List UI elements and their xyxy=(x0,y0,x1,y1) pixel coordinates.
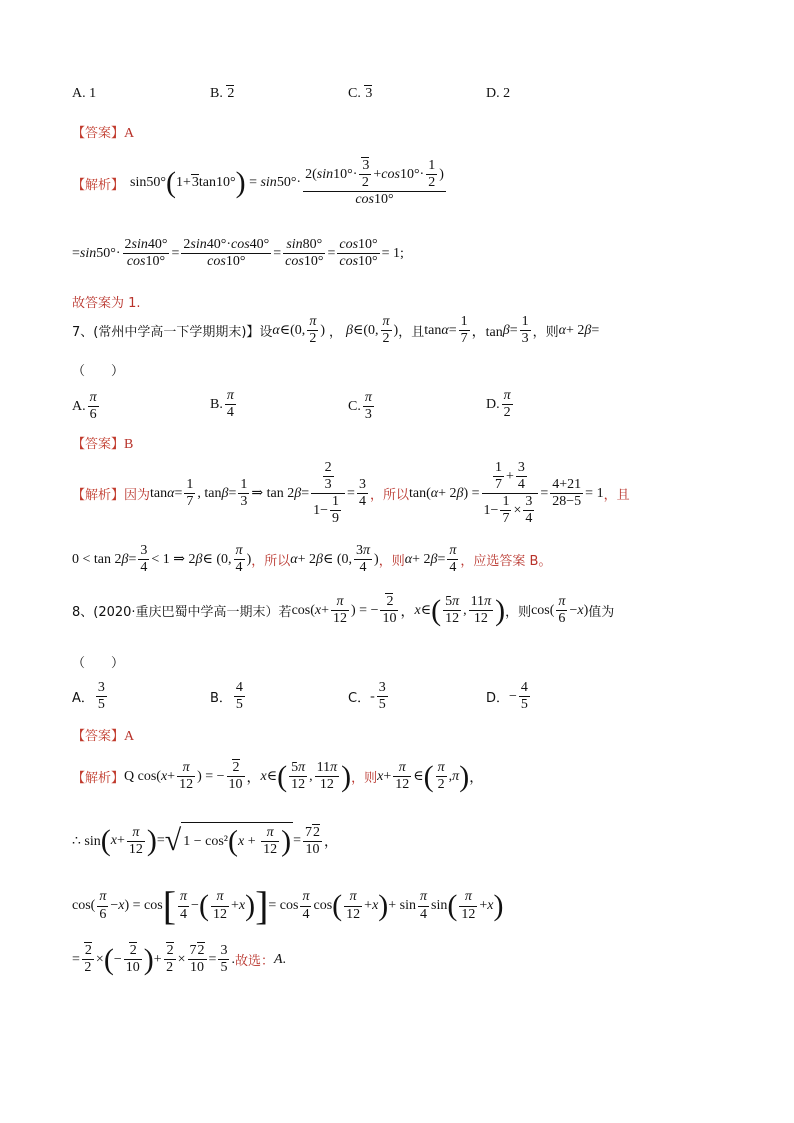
q8-stem-then: ，则 xyxy=(505,605,532,621)
q8-option-d: D． − $\frac{4}{5}$ xyxy=(486,680,528,713)
q8-paren: （ ） xyxy=(72,656,125,671)
answer-tag: 【答案】 xyxy=(72,126,125,141)
q7-because: 因为 xyxy=(124,488,151,504)
q6-frac-1: 2(sin10°· $\frac{3}{2}$ +cos10°· $\frac{1}{2}$ ) cos10° xyxy=(305,158,444,208)
q7-choose: ，应选答案 B。 xyxy=(460,554,552,570)
q7-and: ，且 xyxy=(603,488,630,504)
answer-value: A xyxy=(124,729,135,744)
q6-analysis-line-2: = sin 50°· $\frac{2\sin 40^\circ}{\cos 10^\circ}$ = $\frac{2\sin 40^\circ\cdot\cos 40^\circ}{\cos 10^\circ}$ = $\frac{\sin 80^\circ}{\cos 10^\circ}$ = $\frac{\cos 10^\circ}{\cos 10^\circ}$ = 1; xyxy=(72,237,404,270)
answer-value: A xyxy=(124,126,135,141)
q8-analysis-line-1: 【解析】 Q cos( x + $\frac{\pi}{12}$ ) = − $\frac{2}{10}$ ， x ∈ ( $\frac{5\pi}{12}$ , $\frac{11\pi}{12}$ ) ，则 x + $\frac{\pi}{12}$ ∈ ( $\frac{\pi}{2}$ , π ) ， xyxy=(72,759,484,793)
answer-tag: 【答案】 xyxy=(72,729,125,744)
q6-option-c: C. 3 xyxy=(348,86,373,101)
q7-then: ，则 xyxy=(378,554,405,570)
analysis-tag: 【解析】 xyxy=(72,488,125,504)
q8-choose-letter: A xyxy=(273,951,283,967)
q8-stem-text: 8、(2020·重庆巴蜀中学高一期末）若 xyxy=(72,605,292,621)
q8-analysis-line-4: = $\frac{2}{2}$ × ( − $\frac{2}{10}$ ) + $\frac{2}{2}$ × $\frac{72}{10}$ = $\frac{3}{5}$ . 故选： A . xyxy=(72,942,287,976)
q8-analysis-line-2: ∴ sin ( x + $\frac{\pi}{12}$ ) = √ 1 − cos²(x + $\frac{\pi}{12}$ ) = $\frac{72}{10}$ ， xyxy=(72,822,338,860)
q6-answer-line xyxy=(72,122,134,142)
answer-tag: 【答案】 xyxy=(72,437,125,452)
q8-analysis-line-3: cos( $\frac{\pi}{6}$ − x ) = cos [ $\frac{\pi}{4}$ − ( $\frac{\pi}{12}$ + x ) ] = cos $\frac{\pi}{4}$ cos ( $\frac{\pi}{12}$ + x ) + sin $\frac{\pi}{4}$ sin ( $\frac{\pi}{12}$ + x ) xyxy=(72,883,504,928)
q7-analysis-line-1: 【解析】 因为 tan α = $\frac{1}{7}$ , tan β = $\frac{1}{3}$ ⇒ tan 2 β = $\frac{2}{3}$ 1− $\frac{1}{9}$ = $\frac{3}{4}$ ，所以 tan( α + 2 β ) = $\frac{1}{7}$ + $\frac{3}{4}$ 1− $\frac{1}{7}$ × $\frac{3}{4}$ = $\frac{4+21}{28-5}$ = 1 ，且 xyxy=(72,460,630,527)
q6-conclusion: 故答案为 1. xyxy=(72,296,141,311)
q7-so: ，所以 xyxy=(369,488,409,504)
q8-choose: 故选： xyxy=(234,954,274,970)
q7-stem-and: ，且 xyxy=(398,325,425,341)
q7-stem: 7、(常州中学高一下学期期末)】设 α ∈(0, $\frac{\pi}{2}$ ) ， β ∈(0, $\frac{\pi}{2}$ ) ，且 tan α = $\frac{1}{7}$ ，tan β = $\frac{1}{3}$ ，则 α + 2 β = xyxy=(72,314,600,347)
analysis-tag: 【解析】 xyxy=(72,771,125,787)
answer-value: B xyxy=(124,437,134,452)
q6-option-a: A. 1 xyxy=(72,86,97,101)
q7-option-b: B. $\frac{\pi}{4}$ xyxy=(210,388,234,421)
analysis-tag: 【解析】 xyxy=(72,177,125,193)
q6-option-d: D. 2 xyxy=(486,86,511,101)
q7-so2: ，所以 xyxy=(251,554,291,570)
q6-analysis-line-1: 【解析】 sin50°(1+3tan10°) = sin50°· 2(sin10°· $\frac{3}{2}$ +cos10°· $\frac{1}{2}$ ) cos10° xyxy=(72,158,444,208)
q8-stem-value: 值为 xyxy=(588,605,615,621)
q7-stem-text: 7、(常州中学高一下学期期末)】设 xyxy=(72,325,273,341)
q8-answer-line xyxy=(72,725,134,745)
q8-option-c: C． - $\frac{3}{5}$ xyxy=(348,680,386,713)
q7-option-d: D. $\frac{\pi}{2}$ xyxy=(486,388,511,421)
q8-option-b: B． $\frac{4}{5}$ xyxy=(210,680,243,713)
q7-paren: （ ） xyxy=(72,364,125,379)
q7-stem-then: ，则 xyxy=(532,325,559,341)
q8-option-a: A． $\frac{3}{5}$ xyxy=(72,680,105,713)
q7-option-c: C. $\frac{\pi}{3}$ xyxy=(348,390,372,423)
q7-answer-line xyxy=(72,433,133,453)
q8-then: ，则 xyxy=(351,771,378,787)
q8-stem: 8、(2020·重庆巴蜀中学高一期末）若 cos( x + $\frac{\pi}{12}$ ) = − $\frac{2}{10}$ ， x ∈ ( $\frac{5\pi}{12}$ , $\frac{11\pi}{12}$ ) ，则 cos( $\frac{\pi}{6}$ − x ) 值为 xyxy=(72,593,615,627)
q7-option-a: A. $\frac{\pi}{6}$ xyxy=(72,390,97,423)
q6-option-b: B. 2 xyxy=(210,86,235,101)
q7-analysis-line-2: 0 < tan 2 β = $\frac{3}{4}$ < 1 ⇒ 2 β ∈ (0, $\frac{\pi}{4}$ ) ，所以 α + 2 β ∈ (0, $\frac{3\pi}{4}$ ) ，则 α + 2 β = $\frac{\pi}{4}$ ，应选答案 B。 xyxy=(72,543,552,576)
